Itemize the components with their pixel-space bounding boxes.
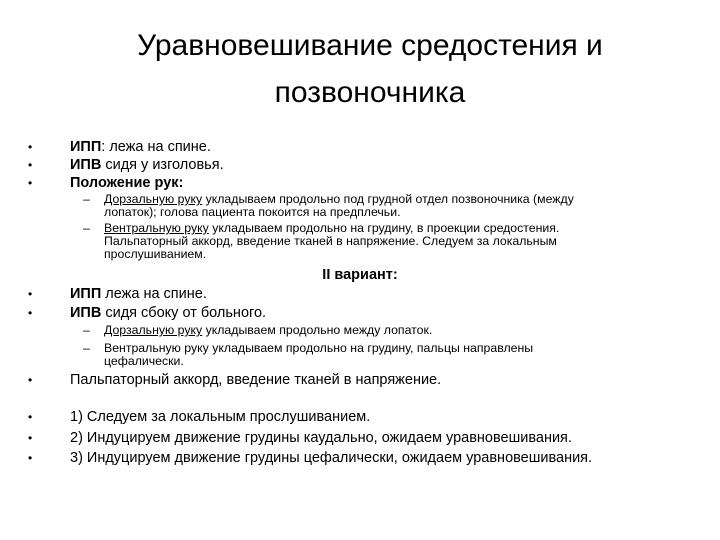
variant-2-heading: II вариант: [322, 267, 398, 283]
bullet: • [28, 373, 33, 387]
ipp-2-text: лежа на спине. [101, 286, 207, 302]
dorsal-hand-text-2: лопаток); голова пациента покоится на предплечьи. [104, 205, 401, 219]
ventral-hand-text: укладываем продольно на грудину, в проекции средостения. [208, 221, 560, 235]
ventral-hand-2-text: Вентральную руку укладываем продольно на грудину, пальцы направлены [104, 341, 534, 355]
bullet: • [28, 287, 33, 301]
step-1-text: 1) Следуем за локальным прослушиванием. [70, 409, 371, 425]
slide-title [40, 22, 700, 116]
ipp-2-label: ИПП [70, 286, 102, 302]
step-2-text: 2) Индуцируем движение грудины каудально, ожидаем уравновешивания. [70, 430, 572, 446]
dorsal-hand-term: Дорзальную руку [104, 192, 203, 206]
hands-position-label: Положение рук: [70, 175, 184, 191]
ipv-2-label: ИПВ [70, 305, 102, 321]
ventral-hand-text-3: прослушиванием. [104, 247, 207, 261]
ventral-hand-text-2: Пальпаторный аккорд, введение тканей в напряжение. Следуем за локальным [104, 234, 557, 248]
ipp-text: : лежа на спине. [101, 139, 211, 155]
dash: – [83, 192, 90, 206]
bullet: • [28, 306, 33, 320]
palpation-text: Пальпаторный аккорд, введение тканей в напряжение. [70, 372, 442, 388]
dorsal-hand-text: укладываем продольно под грудной отдел позвоночника (между [202, 192, 574, 206]
bullet: • [28, 410, 33, 424]
dorsal-hand-2-term: Дорзальную руку [104, 323, 203, 337]
ipp-label: ИПП [70, 139, 102, 155]
dorsal-hand-2-text: укладываем продольно между лопаток. [202, 323, 433, 337]
bullet: • [28, 176, 33, 190]
ipv-label: ИПВ [70, 157, 102, 173]
ventral-hand-term: Вентральную руку [104, 221, 209, 235]
bullet: • [28, 140, 33, 154]
dash: – [83, 341, 90, 355]
ventral-hand-2-text-2: цефалически. [104, 354, 184, 368]
ipv-text: сидя у изголовья. [101, 157, 224, 173]
bullet: • [28, 451, 33, 465]
title-line-1: Уравновешивание средостения и [137, 29, 603, 62]
dash: – [83, 221, 90, 235]
step-3-text: 3) Индуцируем движение грудины цефалически, ожидаем уравновешивания. [70, 450, 593, 466]
title-line-2: позвоночника [274, 76, 466, 109]
ipv-2-text: сидя сбоку от больного. [101, 305, 267, 321]
bullet: • [28, 158, 33, 172]
bullet: • [28, 431, 33, 445]
dash: – [83, 323, 90, 337]
